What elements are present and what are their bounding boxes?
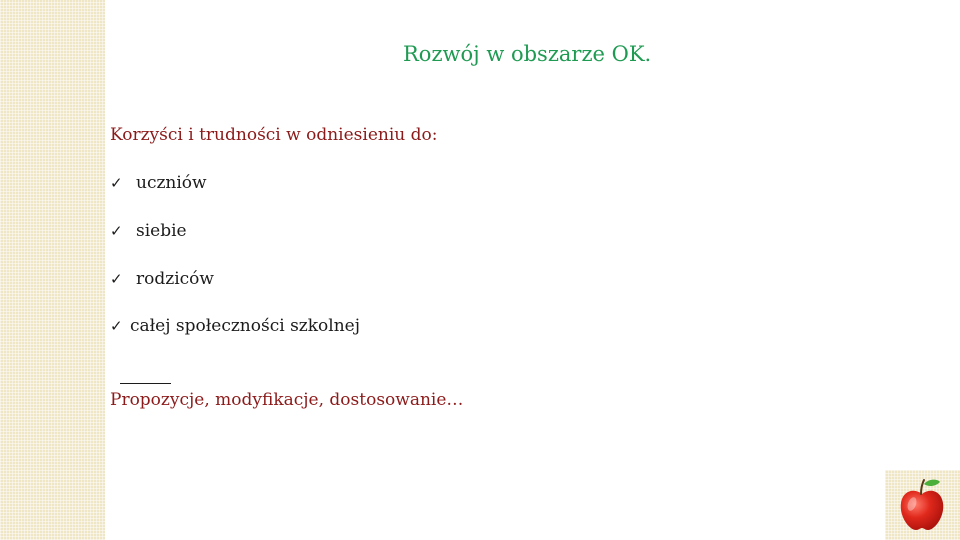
apple-decoration <box>885 470 960 540</box>
list-item <box>110 173 207 193</box>
checkmark-icon: ✓ <box>110 317 123 335</box>
footer-text: Propozycje, modyfikacje, dostosowanie… <box>110 390 464 410</box>
slide-title: Rozwój w obszarze OK. <box>403 42 652 66</box>
divider <box>120 383 171 384</box>
intro-text: Korzyści i trudności w odniesieniu do: <box>110 125 438 145</box>
checkmark-icon: ✓ <box>110 174 123 192</box>
checkmark-icon: ✓ <box>110 222 123 240</box>
list-item-label: siebie <box>136 221 187 241</box>
list-item <box>110 269 214 289</box>
checkmark-icon: ✓ <box>110 270 123 288</box>
list-item-label: rodziców <box>136 269 214 289</box>
list-item-label: całej społeczności szkolnej <box>130 316 360 336</box>
list-item <box>110 316 360 336</box>
apple-icon <box>897 476 947 534</box>
decorative-side-band <box>0 0 105 540</box>
list-item-label: uczniów <box>136 173 207 193</box>
list-item <box>110 221 187 241</box>
